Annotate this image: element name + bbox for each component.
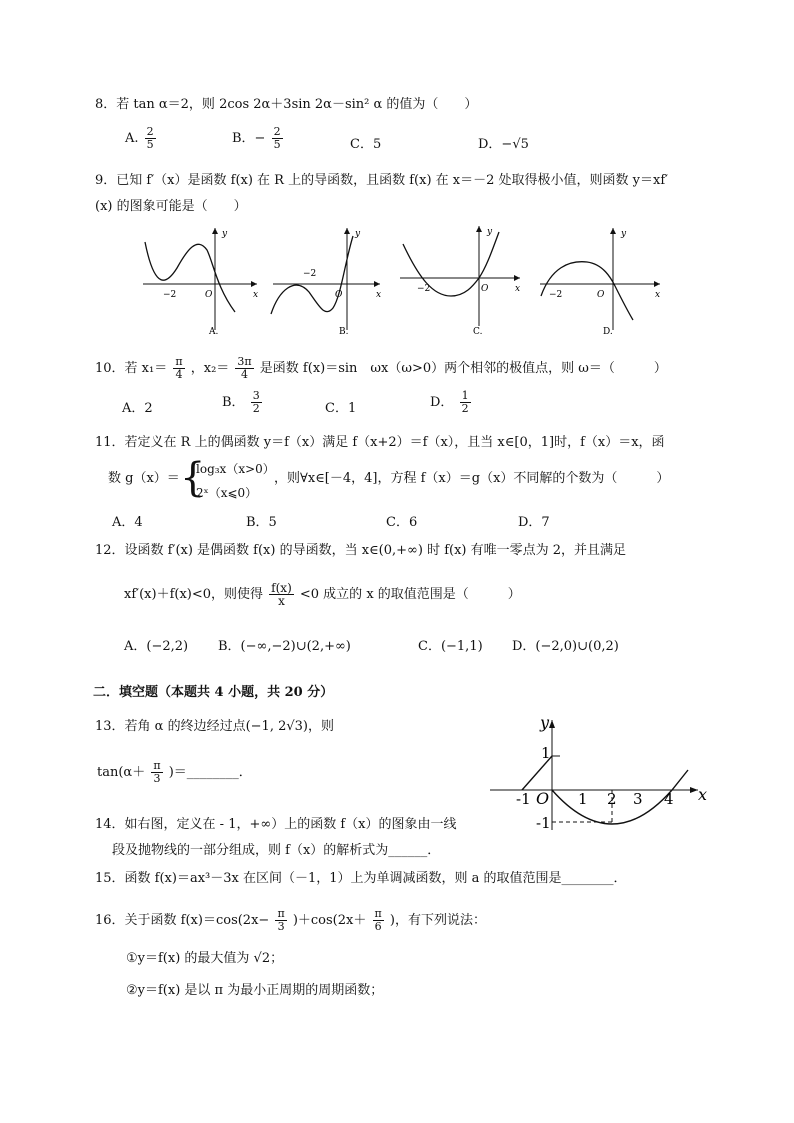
q9d-neg2: −2: [549, 290, 563, 300]
q10-d-den: 2: [461, 402, 469, 415]
q9c-x-arrow: [514, 275, 520, 281]
q14-x-label: x: [698, 785, 708, 804]
q13-line2-prefix: tan(α＋: [97, 765, 146, 780]
q8-a-prefix: A.: [125, 131, 139, 146]
q9a-y-arrow: [212, 228, 218, 234]
q16-b-den: 6: [374, 920, 382, 933]
q12-line2-suffix: <0 成立的 x 的取值范围是（ ）: [299, 587, 521, 602]
q10-line: [95, 356, 667, 381]
q9-graph-c: [395, 222, 525, 338]
q9a-neg2: −2: [163, 290, 177, 300]
q14-y-label: y: [540, 713, 550, 732]
q16-suffix: )，有下列说法：: [389, 913, 486, 928]
q12-line2-prefix: xf′(x)＋f(x)<0，则使得: [124, 587, 264, 602]
q9c-y-label: y: [487, 227, 493, 237]
q14-line1: 14．如右图，定义在 - 1，+∞）上的函数 f（x）的图象由一线: [95, 817, 457, 832]
q8-option-b: [232, 126, 285, 151]
q16-item1: ①y＝f(x) 的最大值为 √2；: [126, 951, 284, 966]
q9-graph-b: [265, 222, 390, 338]
q14-line2: 段及抛物线的一部分组成，则 f（x）的解析式为______．: [112, 843, 441, 858]
q14-x-arrow: [690, 787, 698, 793]
q10-d-prefix: D．: [430, 395, 454, 410]
q8-option-a: [125, 126, 158, 151]
q10-x2-den: 4: [241, 368, 249, 381]
q10-b-num: 3: [252, 389, 260, 402]
q8-b-num: 2: [273, 125, 281, 138]
q9b-origin: O: [335, 290, 343, 300]
q15-text: 15．函数 f(x)＝ax³－3x 在区间（－1，1）上为单调减函数，则 a 的取值范围是________．: [95, 871, 627, 886]
q14-origin: O: [536, 789, 550, 808]
q10-x1-den: 4: [175, 368, 183, 381]
q14-y-arrow: [549, 720, 555, 728]
q9c-neg2: −2: [417, 284, 431, 294]
q9c-origin: O: [481, 284, 489, 294]
q13-line1: 13．若角 α 的终边经过点(−1, 2√3)，则: [95, 719, 334, 734]
q9c-y-arrow: [476, 226, 482, 232]
q9c-label: C.: [473, 327, 483, 337]
q11-line2-prefix: 数 g（x）＝: [108, 471, 180, 486]
q13-pi-num: π: [153, 759, 161, 772]
q9a-x-arrow: [251, 281, 257, 287]
q9b-label: B.: [339, 327, 349, 337]
q11-option-d: D．7: [518, 515, 550, 530]
q9d-x-arrow: [654, 281, 660, 287]
q13-pi-fraction: [151, 760, 162, 785]
q11-brace: {: [180, 455, 206, 501]
q8-b-prefix: B．−: [232, 131, 266, 146]
q16-a-num: π: [277, 907, 285, 920]
q9a-curve: [145, 242, 235, 312]
q9b-x-arrow: [374, 281, 380, 287]
q8-option-c: C．5: [350, 137, 382, 152]
q9b-y-arrow: [344, 228, 350, 234]
q10-b-prefix: B．: [222, 395, 245, 410]
q10-d-num: 1: [461, 389, 469, 402]
q10-x1-fraction: [173, 356, 184, 381]
q11-line1: 11．若定义在 R 上的偶函数 y＝f（x）满足 f（x+2）＝f（x），且当 x∈[0，1]时，f（x）＝x，函: [95, 435, 665, 450]
q12-option-d: D．(−2,0)∪(0,2): [512, 639, 619, 654]
q10-prefix: 10．若 x₁＝: [95, 361, 168, 376]
q9-line2: (x) 的图象可能是（ ）: [95, 199, 247, 214]
q8-a-den: 5: [146, 138, 154, 151]
q11-option-a: A．4: [112, 515, 143, 530]
q14-tick-label-2: 2: [607, 790, 617, 808]
q8-option-d: D．−√5: [478, 137, 529, 152]
q10-x2-fraction: [235, 356, 253, 381]
q10-option-d: [430, 390, 473, 415]
q12-line1: 12．设函数 f′(x) 是偶函数 f(x) 的导函数，当 x∈(0,+∞) 时 f(x) 有唯一零点为 2，并且满足: [95, 543, 627, 558]
q14-one-y: 1: [541, 744, 551, 762]
q9a-origin: O: [205, 290, 213, 300]
q13-line2-suffix: )＝________．: [168, 765, 252, 780]
q12-fraction: [269, 582, 294, 607]
q16-b-fraction: [373, 908, 384, 933]
q9-line1: 9．已知 f′（x）是函数 f(x) 在 R 上的导函数，且函数 f(x) 在 x＝－2 处取得极小值，则函数 y＝xf′: [95, 173, 669, 188]
q8-a-fraction: [145, 126, 156, 151]
section-fill-in-title: 二．填空题（本题共 4 小题，共 20 分）: [93, 685, 334, 700]
q12-option-a: A．(−2,2): [124, 639, 189, 654]
q8-b-fraction: [272, 126, 283, 151]
q14-tick-label-1: 1: [578, 790, 588, 808]
q14-neg1-x: -1: [516, 790, 531, 808]
q9-graph-d: [535, 222, 665, 338]
q10-mid: ，x₂＝: [190, 361, 230, 376]
q14-graph: [488, 712, 713, 836]
q11-option-b: B．5: [246, 515, 277, 530]
q9d-x-label: x: [655, 290, 661, 300]
q10-option-b: [222, 390, 264, 415]
q13-line2: [97, 760, 252, 785]
q11-case2: 2ˣ（x⩽0）: [196, 486, 258, 500]
q9c-x-label: x: [515, 284, 521, 294]
q16-mid: )＋cos(2x＋: [292, 913, 367, 928]
q9-graph-a: [135, 222, 265, 338]
q11-option-c: C．6: [386, 515, 418, 530]
q12-line2: [124, 582, 521, 607]
q9d-origin: O: [597, 290, 605, 300]
q12-option-c: C．(−1,1): [418, 639, 483, 654]
q10-x2-num: 3π: [237, 355, 252, 368]
q10-x1-num: π: [175, 355, 183, 368]
q14-tick-label-4: 4: [664, 790, 674, 808]
q12-option-b: B．(−∞,−2)∪(2,+∞): [218, 639, 351, 654]
q9a-label: A.: [209, 327, 219, 337]
q16-a-fraction: [275, 908, 286, 933]
q9a-y-label: y: [222, 229, 228, 239]
q10-b-den: 2: [252, 402, 260, 415]
q10-b-fraction: [251, 390, 262, 415]
q12-frac-num: f(x): [271, 581, 292, 595]
q9b-y-label: y: [355, 229, 361, 239]
q8-text: 8．若 tan α＝2，则 2cos 2α＋3sin 2α－sin² α 的值为（ ）: [95, 97, 478, 112]
q10-option-a: A．2: [122, 401, 153, 416]
q16-a-den: 3: [277, 920, 285, 933]
q9b-x-label: x: [376, 290, 382, 300]
q11-line2-suffix: ，则∀x∈[－4，4]，方程 f（x）＝g（x）不同解的个数为（ ）: [274, 471, 670, 486]
q12-frac-den: x: [278, 594, 285, 608]
q9d-label: D.: [603, 327, 613, 337]
q16-b-num: π: [374, 907, 382, 920]
q11-case1: log₃x（x>0）: [196, 462, 275, 476]
q8-b-den: 5: [273, 138, 281, 151]
q16-item2: ②y＝f(x) 是以 π 为最小正周期的周期函数；: [126, 983, 384, 998]
q10-option-c: C．1: [325, 401, 357, 416]
q8-a-num: 2: [146, 125, 154, 138]
q16-prefix: 16．关于函数 f(x)＝cos(2x−: [95, 913, 270, 928]
q10-d-fraction: [460, 390, 471, 415]
q9d-y-label: y: [621, 229, 627, 239]
q9a-x-label: x: [253, 290, 259, 300]
q14-neg1-y: -1: [536, 814, 551, 832]
q14-tick-label-3: 3: [633, 790, 643, 808]
q16-line: [95, 908, 486, 933]
q9d-y-arrow: [610, 228, 616, 234]
q13-pi-den: 3: [153, 772, 161, 785]
q9b-neg2: −2: [303, 269, 317, 279]
q10-suffix: 是函数 f(x)＝sin ωx（ω>0）两个相邻的极值点，则 ω＝（ ）: [259, 361, 667, 376]
